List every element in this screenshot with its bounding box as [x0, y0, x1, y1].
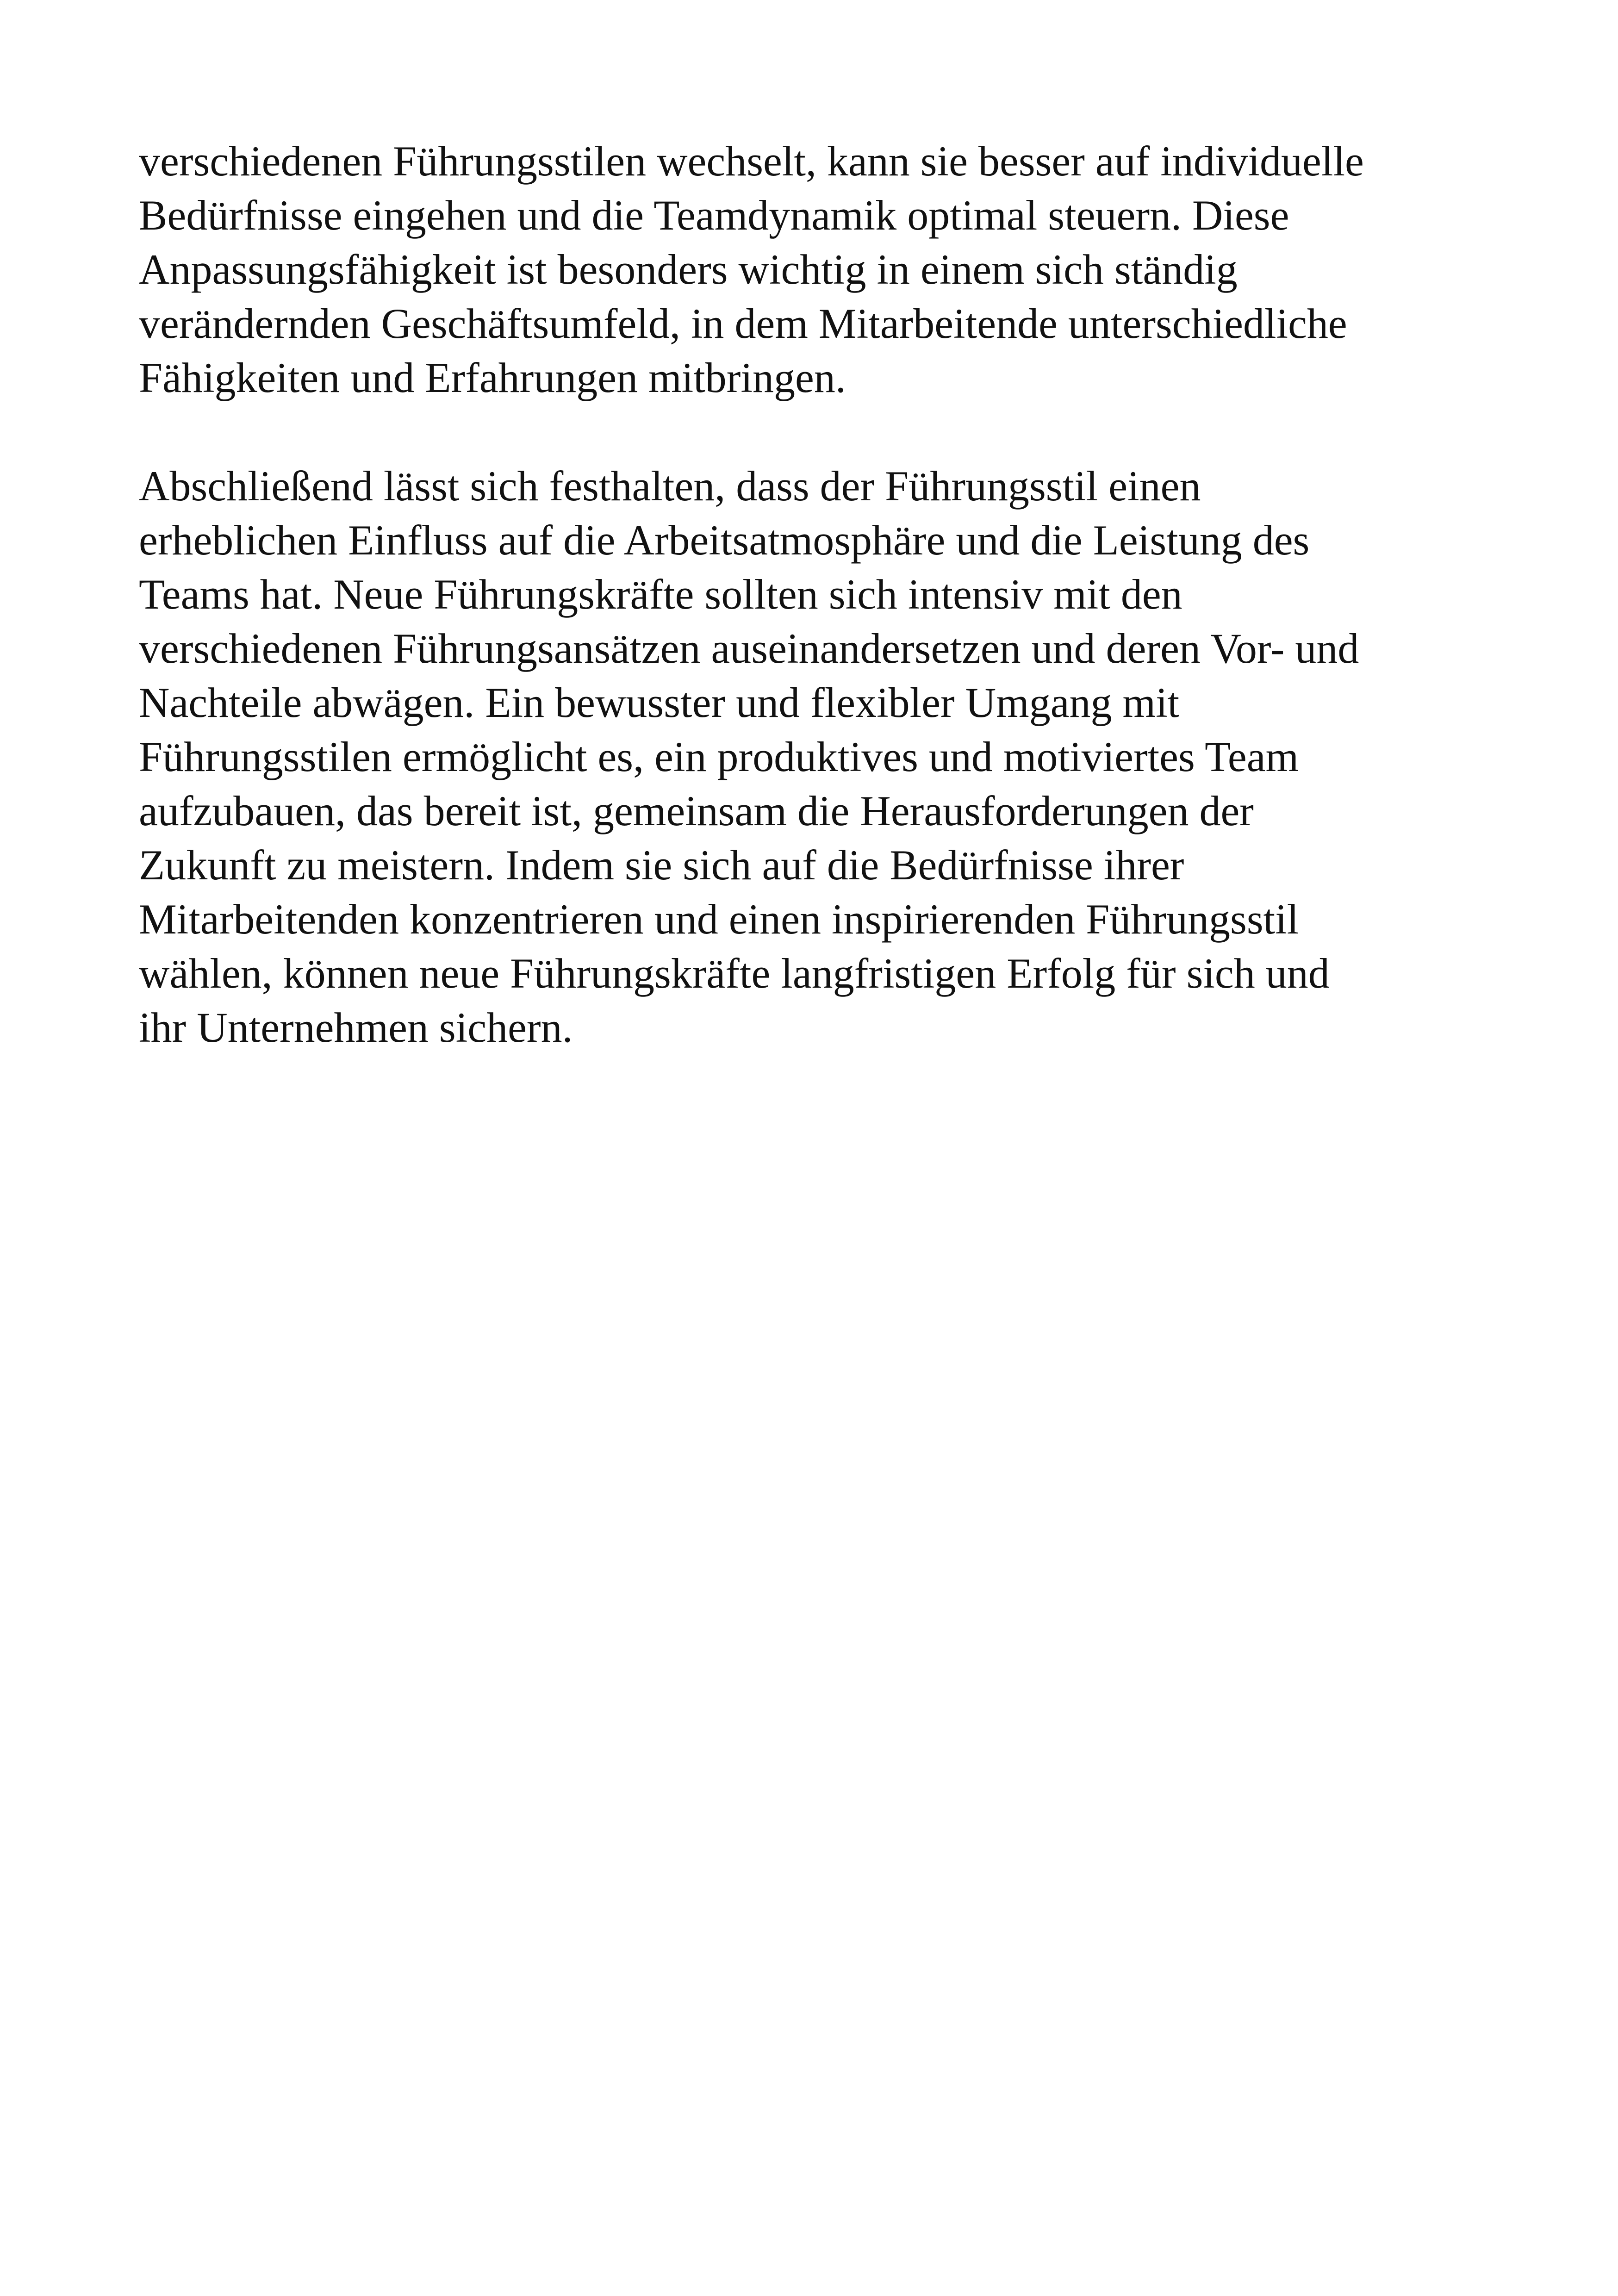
text-line: aufzubauen, das bereit ist, gemeinsam die Herausforderungen der — [139, 787, 1254, 834]
text-line: Abschließend lässt sich festhalten, dass der Führungsstil einen — [139, 462, 1201, 510]
text-line: Mitarbeitenden konzentrieren und einen inspirierenden Führungsstil — [139, 896, 1299, 943]
text-line: Bedürfnisse eingehen und die Teamdynamik optimal steuern. Diese — [139, 192, 1289, 239]
text-line: Fähigkeiten und Erfahrungen mitbringen. — [139, 354, 846, 401]
text-line: Zukunft zu meistern. Indem sie sich auf die Bedürfnisse ihrer — [139, 841, 1184, 889]
text-line: verschiedenen Führungsstilen wechselt, kann sie besser auf individuelle — [139, 137, 1364, 185]
text-line: wählen, können neue Führungskräfte langfristigen Erfolg für sich und — [139, 950, 1330, 997]
paragraph-2 — [139, 459, 1527, 1055]
document-body — [139, 134, 1527, 1109]
text-line: verändernden Geschäftsumfeld, in dem Mitarbeitende unterschiedliche — [139, 300, 1347, 347]
text-line: Teams hat. Neue Führungskräfte sollten sich intensiv mit den — [139, 571, 1182, 618]
text-line: verschiedenen Führungsansätzen auseinandersetzen und deren Vor- und — [139, 625, 1359, 672]
text-line: Anpassungsfähigkeit ist besonders wichtig in einem sich ständig — [139, 246, 1238, 293]
text-line: Führungsstilen ermöglicht es, ein produktives und motiviertes Team — [139, 733, 1299, 780]
text-line: Nachteile abwägen. Ein bewusster und flexibler Umgang mit — [139, 679, 1180, 726]
text-line: ihr Unternehmen sichern. — [139, 1004, 573, 1051]
text-line: erheblichen Einfluss auf die Arbeitsatmosphäre und die Leistung des — [139, 516, 1310, 564]
paragraph-1 — [139, 134, 1527, 405]
